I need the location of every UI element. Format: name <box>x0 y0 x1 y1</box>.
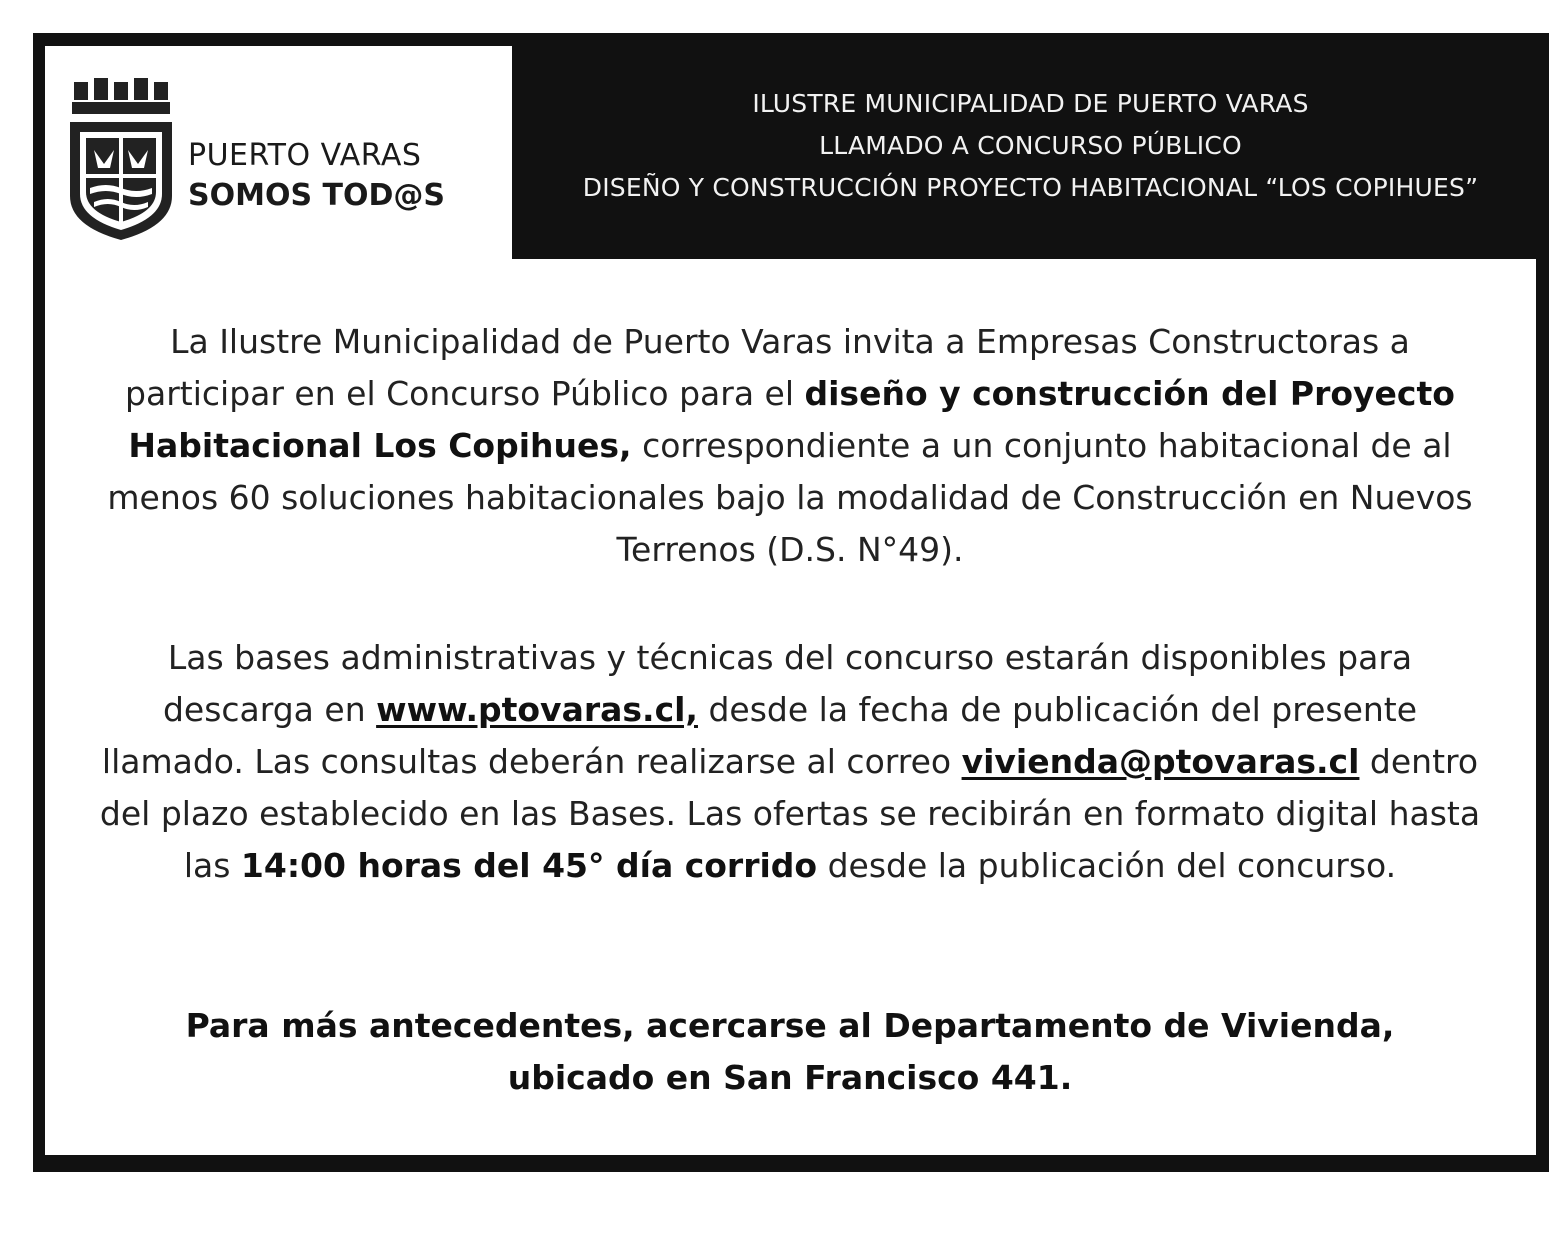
paragraph-bases <box>90 632 1490 892</box>
bases-text-2: desde la fecha de publicación del presente llamado. Las consultas deberán realizarse al correo <box>101 690 1418 781</box>
invitation-intro: La Ilustre Municipalidad de Puerto Varas invita a Empresas Constructoras a participar en el Concurso Público para el <box>125 322 1410 413</box>
logo-text-city: PUERTO VARAS <box>188 138 422 173</box>
invitation-details: correspondiente a un conjunto habitacional de al menos 60 soluciones habitacionales bajo la modalidad de Construcción en Nuevos Terrenos (D.S. N°49). <box>107 426 1473 569</box>
bases-text-3: dentro del plazo establecido en las Bases. Las ofertas se recibirán en formato digital hasta las <box>99 742 1481 885</box>
header-band <box>512 33 1549 259</box>
email-link[interactable]: vivienda@ptovaras.cl <box>961 742 1360 781</box>
municipal-logo <box>66 76 486 246</box>
website-link[interactable]: www.ptovaras.cl, <box>376 690 698 729</box>
contact-line-1: Para más antecedentes, acercarse al Departamento de Vivienda, <box>185 1006 1395 1045</box>
logo-text-slogan: SOMOS TOD@S <box>188 178 445 213</box>
header-project: DISEÑO Y CONSTRUCCIÓN PROYECTO HABITACIONAL “LOS COPIHUES” <box>582 173 1479 202</box>
project-name: diseño y construcción del Proyecto Habitacional Los Copihues, <box>128 374 1455 465</box>
header-subtitle: LLAMADO A CONCURSO PÚBLICO <box>819 131 1242 160</box>
coat-of-arms-icon <box>66 76 176 242</box>
bases-text-1: Las bases administrativas y técnicas del concurso estarán disponibles para descarga en <box>162 638 1413 729</box>
paragraph-contact <box>90 1000 1490 1104</box>
deadline: 14:00 horas del 45° día corrido <box>240 846 818 885</box>
contact-line-2: ubicado en San Francisco 441. <box>507 1058 1073 1097</box>
header-title: ILUSTRE MUNICIPALIDAD DE PUERTO VARAS <box>752 89 1309 118</box>
bases-text-4: desde la publicación del concurso. <box>817 846 1397 885</box>
paragraph-invitation <box>90 316 1490 576</box>
